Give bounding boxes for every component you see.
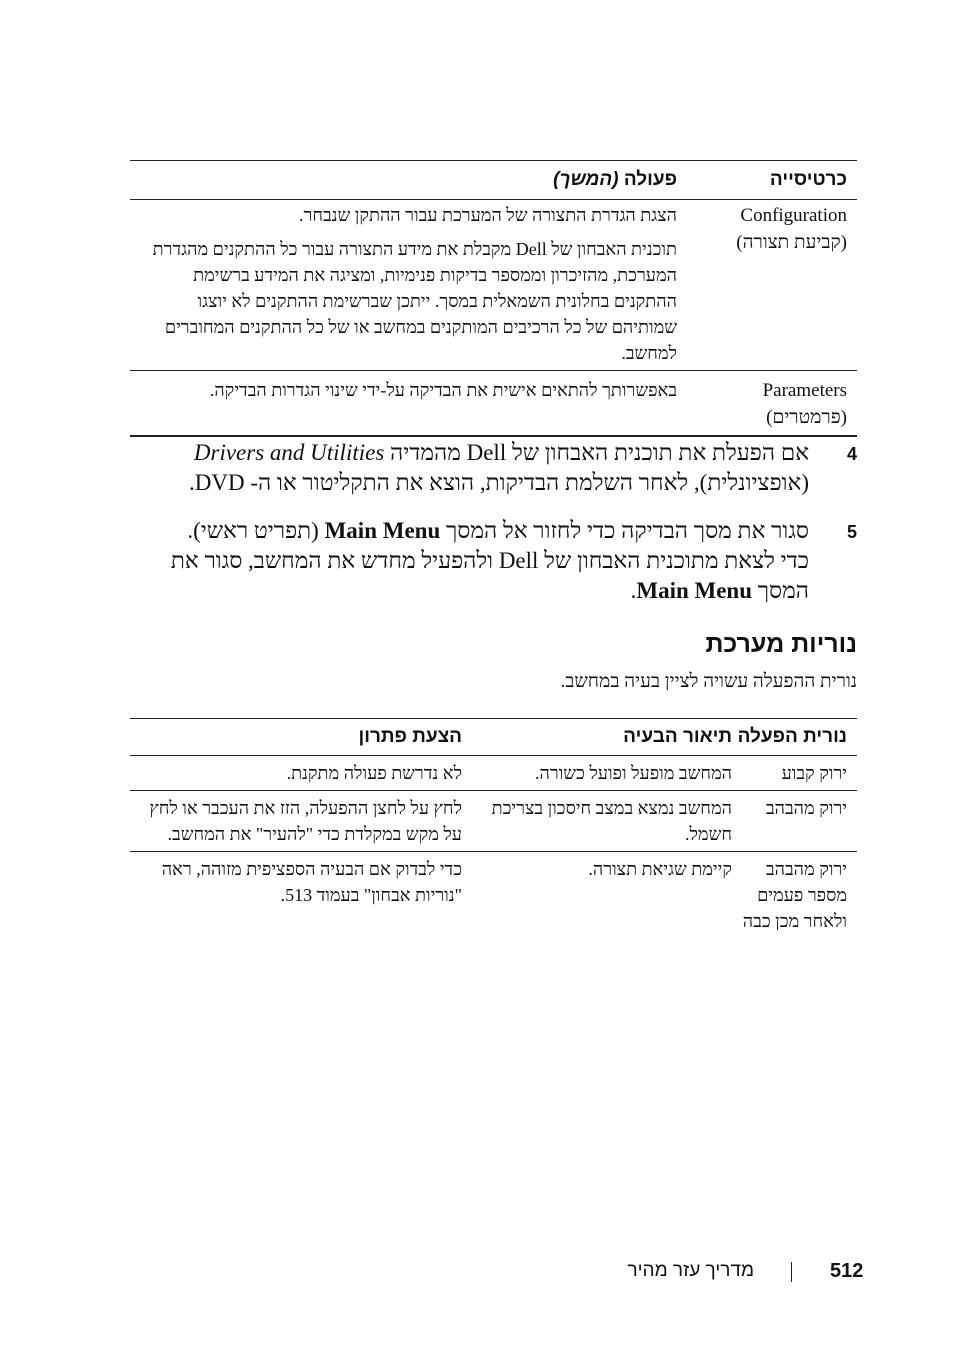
solution-cell: לא נדרשת פעולה מתקנת. bbox=[286, 763, 462, 783]
step-number: 4 bbox=[846, 444, 857, 464]
table-row bbox=[130, 200, 857, 371]
step-5 bbox=[157, 516, 857, 606]
system-lights-table bbox=[130, 718, 857, 938]
table-header-row bbox=[130, 719, 857, 756]
step-number: 5 bbox=[846, 522, 857, 542]
tab-name-note: (פרמטרים) bbox=[766, 407, 847, 428]
table-row bbox=[130, 371, 857, 437]
step-4 bbox=[157, 438, 857, 498]
page-number: 512 bbox=[830, 1260, 864, 1282]
solution-cell: לחץ על לחצן ההפעלה, הזז את העכבר או לחץ על מקש במקלדת כדי "להעיר" את המחשב. bbox=[149, 798, 462, 844]
main-menu-term: Main Menu bbox=[324, 518, 441, 543]
column-header-continued: (המשך) bbox=[553, 169, 619, 190]
step-text bbox=[171, 518, 809, 603]
step-text-part: (תפריט ראשי). כדי לצאת מתוכנית האבחון של Dell ולהפעיל מחדש את המחשב, סגור את המסך bbox=[170, 518, 809, 603]
section-intro: נורית ההפעלה עשויה לציין בעיה במחשב. bbox=[560, 671, 857, 692]
table-row bbox=[130, 852, 857, 939]
tab-name-cell bbox=[677, 371, 857, 437]
light-state-cell: ירוק מהבהב מספר פעמים ולאחר מכן כבה bbox=[742, 859, 847, 931]
media-name: Drivers and Utilities bbox=[193, 440, 385, 465]
column-header-problem: תיאור הבעיה bbox=[623, 726, 732, 747]
numbered-steps bbox=[157, 438, 857, 624]
action-paragraph: הצגת הגדרת התצורה של המערכת עבור ההתקן שנבחר. bbox=[298, 205, 677, 225]
problem-cell: קיימת שגיאת תצורה. bbox=[588, 859, 732, 879]
step-text-part: . bbox=[630, 578, 637, 603]
problem-cell: המחשב מופעל ופועל כשורה. bbox=[535, 763, 732, 783]
section-title: נוריות מערכת bbox=[705, 630, 857, 658]
tab-name: Parameters bbox=[762, 380, 847, 401]
solution-cell: כדי לבדוק אם הבעיה הספציפית מזוהה, ראה "נוריות אבחון" בעמוד 513. bbox=[161, 859, 462, 905]
light-state-cell: ירוק קבוע bbox=[781, 763, 847, 783]
column-header-action bbox=[130, 161, 677, 200]
column-header-tab: כרטיסייה bbox=[769, 169, 847, 190]
column-header-action-label: פעולה bbox=[623, 169, 677, 190]
footer-divider bbox=[791, 1262, 792, 1282]
table-header-row bbox=[130, 161, 857, 200]
table-row bbox=[130, 791, 857, 852]
tab-name-note: (קביעת תצורה) bbox=[736, 232, 847, 253]
action-cell bbox=[130, 371, 677, 437]
light-state-cell: ירוק מהבהב bbox=[765, 798, 847, 818]
footer-title: מדריך עזר מהיר bbox=[627, 1260, 754, 1281]
tab-name: Configuration bbox=[740, 205, 847, 226]
action-paragraph: באפשרותך להתאים אישית את הבדיקה על-ידי שינוי הגדרות הבדיקה. bbox=[209, 380, 677, 400]
column-header-power-light: נורית הפעלה bbox=[737, 726, 847, 747]
table-row bbox=[130, 756, 857, 791]
step-text-part: אם הפעלת את תוכנית האבחון של Dell מהמדיה bbox=[384, 440, 809, 465]
tabs-actions-table bbox=[130, 160, 857, 437]
action-cell bbox=[130, 200, 677, 371]
problem-cell: המחשב נמצא במצב חיסכון בצריכת חשמל. bbox=[491, 798, 732, 844]
page-footer bbox=[0, 1258, 954, 1288]
step-text-part: סגור את מסך הבדיקה כדי לחזור אל המסך bbox=[440, 518, 809, 543]
step-text bbox=[189, 440, 809, 495]
action-paragraph: תוכנית האבחון של Dell מקבלת את מידע התצורה עבור כל ההתקנים מהגדרת המערכת, מהזיכרון וממספר בדיקות פנימיות, ומציגה את המידע ברשימת ההתקנים בחלונית השמאלית במסך. ייתכן שברשימת ההתקנים לא יוצגו שמותיהם של כל הרכיבים המותקנים במחשב או של כל ההתקנים המחוברים למחשב. bbox=[152, 239, 677, 363]
column-header-solution: הצעת פתרון bbox=[358, 726, 462, 747]
step-text-part: (אופציונלית), לאחר השלמת הבדיקות, הוצא את התקליטור או ה- DVD. bbox=[189, 470, 809, 495]
tab-name-cell bbox=[677, 200, 857, 371]
main-menu-term: Main Menu bbox=[636, 578, 752, 603]
